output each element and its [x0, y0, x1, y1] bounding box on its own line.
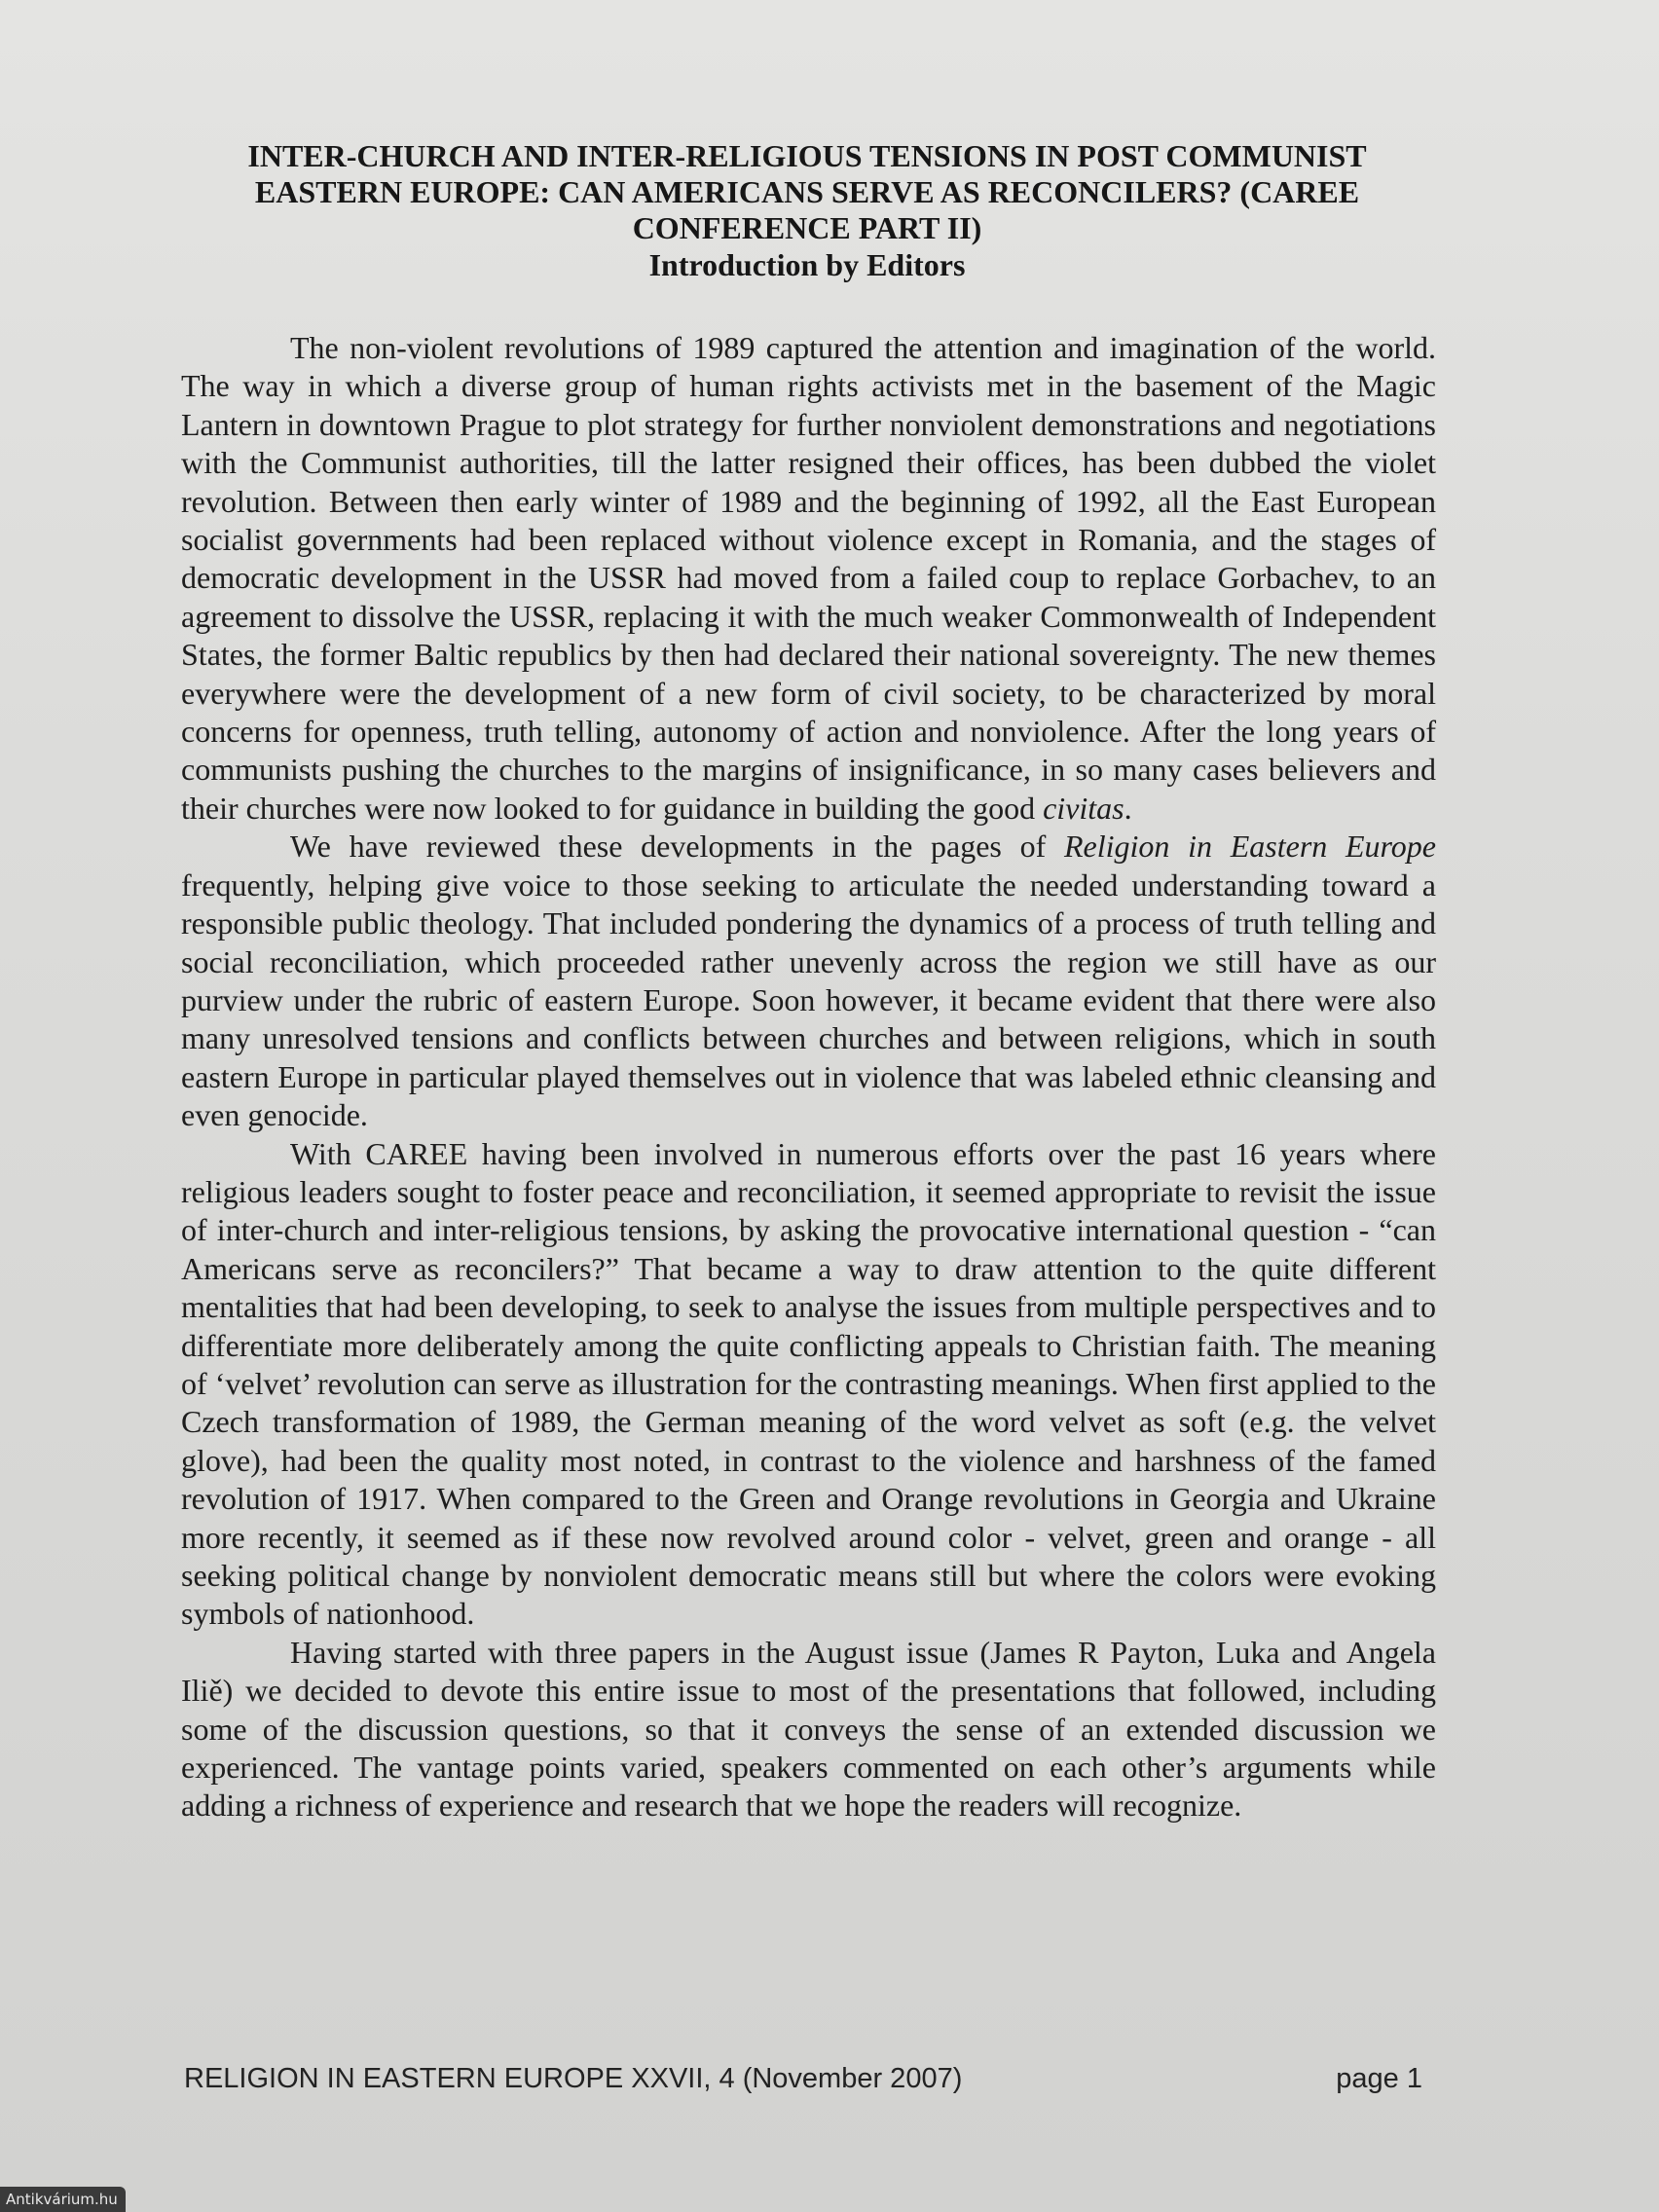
paragraph-1: The non-violent revolutions of 1989 captured the attention and imagination of the world. The way in which a diverse group of human rights activists met in the basement of the Magic Lantern in downtown Prague to plot strategy for further nonviolent demonstrations and negotiations with the Communist authorities, till the latter resigned their offices, has been dubbed the violet revolution. Between then early winter of 1989 and the beginning of 1992, all the East European socialist governments had been replaced without violence except in Romania, and the stages of democratic development in the USSR had moved from a failed coup to replace Gorbachev, to an agreement to dissolve the USSR, replacing it with the much weaker Commonwealth of Independent States, the former Baltic republics by then had declared their national sovereignty. The new themes everywhere were the development of a new form of civil society, to be characterized by moral concerns for openness, truth telling, autonomy of action and nonviolence. After the long years of communists pushing the churches to the margins of insignificance, in so many cases believers and their churches were now looked to for guidance in building the good civitas. [181, 330, 1436, 826]
page-footer [184, 2063, 1422, 2095]
italic-term: civitas [1043, 790, 1124, 826]
article-subtitle: Introduction by Editors [648, 247, 966, 282]
paragraph-2: We have reviewed these developments in the pages of Religion in Eastern Europe frequently, helping give voice to those seeking to articulate the needed understanding toward a responsible public theology. That included pondering the dynamics of a process of truth telling and social reconciliation, which proceeded rather unevenly across the region we still have as our purview under the rubric of eastern Europe. Soon however, it became evident that there were also many unresolved tensions and conflicts between churches and between religions, which in south eastern Europe in particular played themselves out in violence that was labeled ethnic cleansing and even genocide. [181, 829, 1436, 1133]
title-line: INTER-CHURCH AND INTER-RELIGIOUS TENSIONS IN POST COMMUNIST [247, 138, 1367, 173]
paragraph-4: Having started with three papers in the August issue (James R Payton, Luka and Angela Iliě) we decided to devote this entire issue to most of the presentations that followed, including some of the discussion questions, so that it conveys the sense of an extended discussion we experienced. The vantage points varied, speakers commented on each other’s arguments while adding a richness of experience and research that we hope the readers will recognize. [181, 1634, 1436, 1824]
article-body [181, 329, 1436, 1825]
title-line: EASTERN EUROPE: CAN AMERICANS SERVE AS RECONCILERS? (CAREE [254, 174, 1360, 209]
article-title [181, 138, 1433, 283]
journal-title: Religion in Eastern Europe [1063, 829, 1436, 865]
watermark: Antikvárium.hu [0, 2187, 126, 2212]
footer-journal: RELIGION IN EASTERN EUROPE XXVII, 4 (November 2007) [184, 2063, 963, 2094]
page-number: page 1 [1336, 2063, 1422, 2094]
title-line: CONFERENCE PART II) [632, 210, 982, 245]
paragraph-3: With CAREE having been involved in numerous efforts over the past 16 years where religious leaders sought to foster peace and reconciliation, it seemed appropriate to revisit the issue of inter-church and inter-religious tensions, by asking the provocative international question - “can Americans serve as reconcilers?” That became a way to draw attention to the quite different mentalities that had been developing, to seek to analyse the issues from multiple perspectives and to differentiate more deliberately among the quite conflicting appeals to Christian faith. The meaning of ‘velvet’ revolution can serve as illustration for the contrasting meanings. When first applied to the Czech transformation of 1989, the German meaning of the word velvet as soft (e.g. the velvet glove), had been the quality most noted, in contrast to the violence and harshness of the famed revolution of 1917. When compared to the Green and Orange revolutions in Georgia and Ukraine more recently, it seemed as if these now revolved around color - velvet, green and orange - all seeking political change by nonviolent democratic means still but where the colors were evoking symbols of nationhood. [181, 1135, 1436, 1632]
